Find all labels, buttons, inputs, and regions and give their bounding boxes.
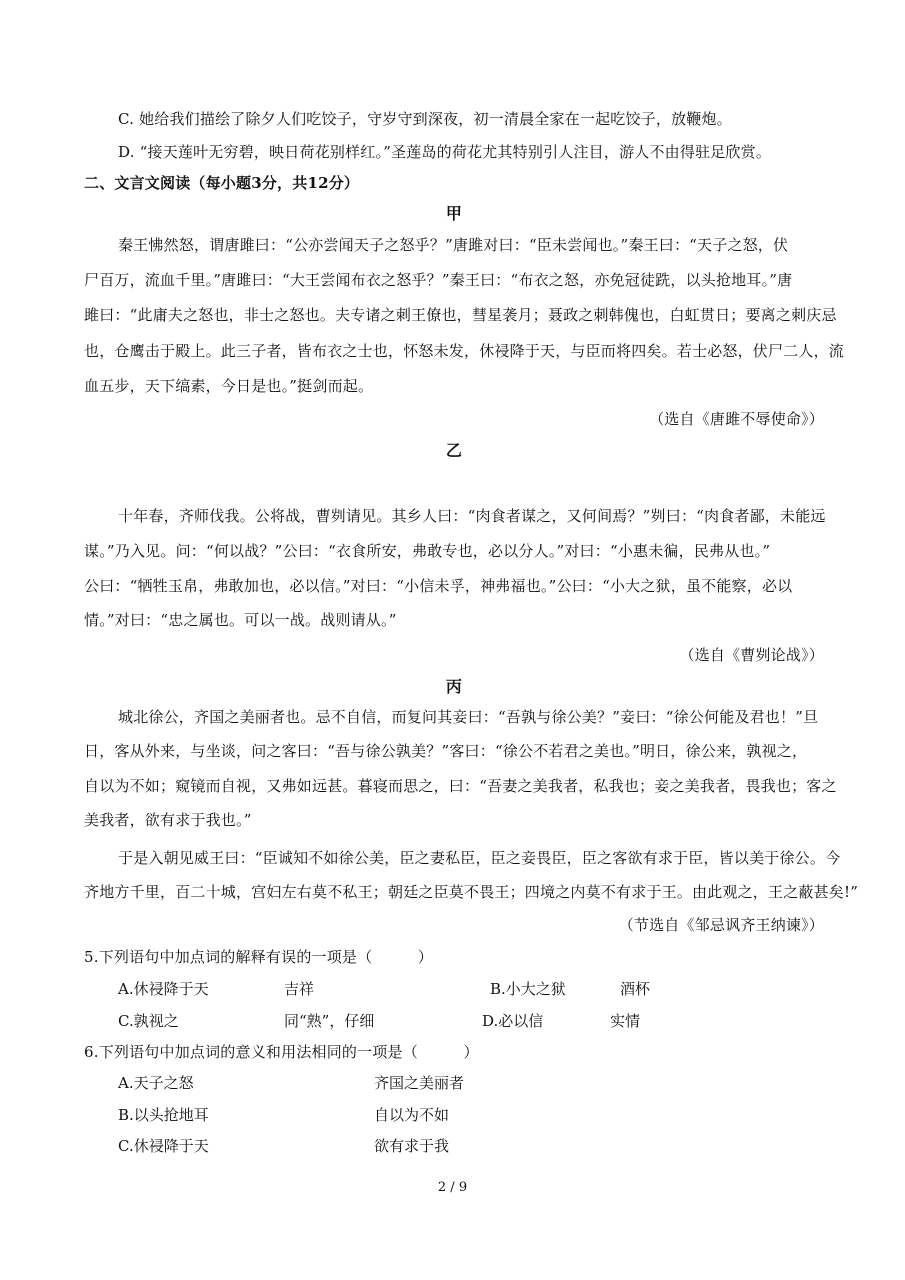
q5-option-b-meaning: 酒杯: [620, 980, 651, 998]
option-d-line: D. “接天莲叶无穷碧，映日荷花别样红。”圣莲岛的荷花尤其特别引人注目，游人不由得驻足欣赏。: [118, 143, 772, 161]
question-6-stem: 6.下列语句中加点词的意义和用法相同的一项是（ ）: [84, 1043, 479, 1061]
q6-option-a-right: 齐国之美丽者: [374, 1074, 465, 1092]
passage-jia-line: 秦王怫然怒，谓唐雎曰：“公亦尝闻天子之怒乎？”唐雎对曰：“臣未尝闻也。”秦王曰：“天子之怒，伏: [118, 236, 789, 254]
passage-bing-line: 齐地方千里，百二十城，宫妇左右莫不私王；朝廷之臣莫不畏王；四境之内莫不有求于王。由此观之，王之蔽甚矣!”: [84, 883, 859, 901]
passage-bing-heading: 丙: [445, 677, 463, 696]
q6-option-c-right: 欲有求于我: [374, 1137, 450, 1155]
passage-yi-source: （选自《曹刿论战》）: [679, 646, 824, 664]
q6-option-b-left: B.以头抢地耳: [118, 1106, 209, 1124]
passage-bing-source: （节选自《邹忌讽齐王纳谏》）: [618, 916, 824, 934]
passage-bing-line: 美我者，欲有求于我也。”: [84, 811, 252, 829]
passage-yi-heading: 乙: [445, 441, 463, 460]
q5-option-c-meaning: 同“熟”，仔细: [284, 1012, 375, 1030]
passage-bing-line: 城北徐公，齐国之美丽者也。忌不自信，而复问其妾曰：“吾孰与徐公美？”妾曰：“徐公何能及君也！”旦: [118, 708, 819, 726]
page-number: 2 / 9: [437, 1180, 468, 1195]
option-c-line: C. 她给我们描绘了除夕人们吃饺子，守岁守到深夜，初一清晨全家在一起吃饺子，放鞭炮。: [118, 110, 732, 128]
q6-option-a-left: A.天子之怒: [118, 1074, 194, 1092]
q5-option-c-text: C.孰视之: [118, 1012, 179, 1030]
passage-bing-line: 日，客从外来，与坐谈，问之客曰：“吾与徐公孰美？”客曰：“徐公不若君之美也。”明日，徐公来，孰视之，: [84, 742, 808, 760]
passage-yi-line: 谋。”乃入见。问：“何以战？”公曰：“衣食所安，弗敢专也，必以分人。”对曰：“小惠未徧，民弗从也。”: [84, 542, 771, 560]
passage-jia-heading: 甲: [445, 204, 463, 223]
passage-jia-line: 血五步，天下缟素，今日是也。”挺剑而起。: [84, 377, 374, 395]
passage-bing-line: 于是入朝见威王曰：“臣诚知不如徐公美，臣之妻私臣，臣之妾畏臣，臣之客欲有求于臣，皆以美于徐公。今: [118, 849, 841, 867]
passage-bing-line: 自以为不如；窥镜而自视，又弗如远甚。暮寝而思之，曰：“吾妻之美我者，私我也；妾之美我者，畏我也；客之: [84, 777, 837, 795]
q5-option-b-text: B.小大之狱: [490, 980, 566, 998]
q5-option-d-meaning: 实情: [610, 1012, 641, 1030]
passage-yi-line: 十年春，齐师伐我。公将战，曹刿请见。其乡人曰：“肉食者谋之，又何间焉？”刿曰：“肉食者鄙，未能远: [118, 507, 826, 525]
q6-option-c-left: C.休祲降于天: [118, 1137, 209, 1155]
q5-option-d-text: D.必以信: [482, 1012, 544, 1030]
q5-option-a-meaning: 吉祥: [284, 980, 315, 998]
question-5-stem: 5.下列语句中加点词的解释有误的一项是（ ）: [84, 948, 434, 966]
q6-option-b-right: 自以为不如: [374, 1106, 450, 1124]
q5-option-a-text: A.休祲降于天: [118, 980, 209, 998]
passage-jia-line: 尸百万，流血千里。”唐雎曰：“大王尝闻布衣之怒乎？”秦王曰：“布衣之怒，亦免冠徒跣，以头抢地耳。”唐: [84, 271, 793, 289]
passage-yi-line: 公曰：“牺牲玉帛，弗敢加也，必以信。”对曰：“小信未孚，神弗福也。”公曰：“小大之狱，虽不能察，必以: [84, 577, 793, 595]
passage-jia-line: 雎曰：“此庸夫之怒也，非士之怒也。夫专诸之刺王僚也，彗星袭月；聂政之刺韩傀也，白虹贯日；要离之刺庆忌: [84, 306, 837, 324]
passage-yi-line: 情。”对曰：“忠之属也。可以一战。战则请从。”: [84, 611, 397, 629]
section-title: 二、文言文阅读（每小题3分，共12分）: [84, 174, 360, 192]
passage-jia-source: （选自《唐雎不辱使命》）: [649, 410, 824, 428]
passage-jia-line: 也，仓鹰击于殿上。此三子者，皆布衣之士也，怀怒未发，休祲降于天，与臣而将四矣。若士必怒，伏尸二人，流: [84, 342, 845, 360]
